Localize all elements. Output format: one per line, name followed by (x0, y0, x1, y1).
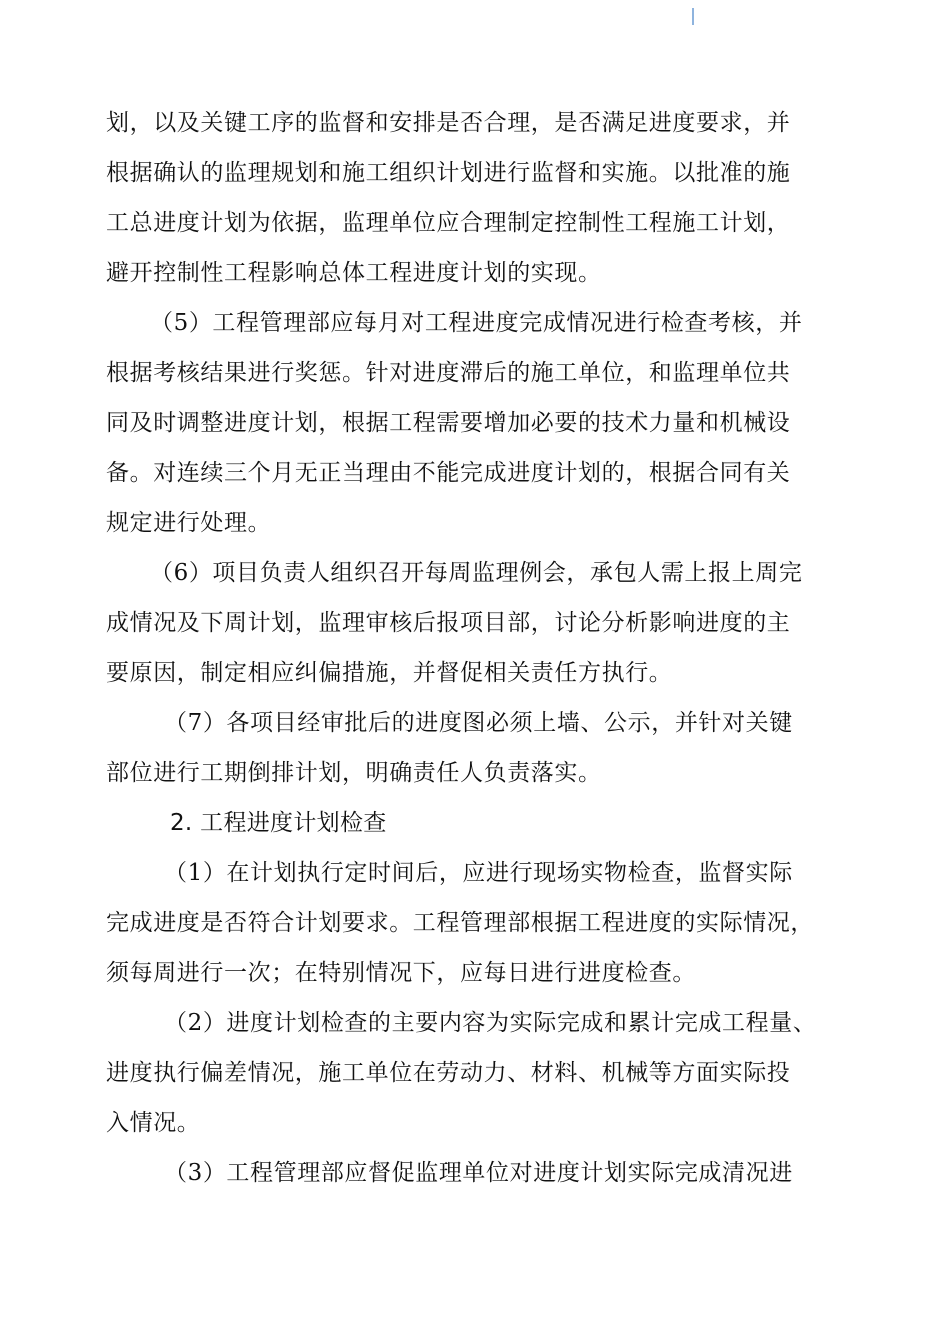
text-line: 须每周进行一次；在特别情况下，应每日进行进度检查。 (106, 960, 696, 986)
text-line: 要原因，制定相应纠偏措施，并督促相关责任方执行。 (106, 660, 673, 686)
text-line: 部位进行工期倒排计划，明确责任人负责落实。 (106, 760, 602, 786)
text-line: 备。对连续三个月无正当理由不能完成进度计划的，根据合同有关 (106, 460, 791, 486)
paragraph-7-first-line: （7）各项目经审批后的进度图必须上墙、公示，并针对关键 (164, 710, 793, 736)
text-line: 入情况。 (106, 1110, 201, 1136)
paragraph-3-first-line: （3）工程管理部应督促监理单位对进度计划实际完成清况进 (164, 1160, 793, 1186)
paragraph-5-first-line: （5）工程管理部应每月对工程进度完成情况进行检查考核，并 (150, 310, 803, 336)
paragraph-6-first-line: （6）项目负责人组织召开每周监理例会，承包人需上报上周完 (150, 560, 803, 586)
text-line: 根据确认的监理规划和施工组织计划进行监督和实施。以批准的施 (106, 160, 791, 186)
header-divider-mark (692, 8, 694, 25)
paragraph-1-first-line: （1）在计划执行定时间后，应进行现场实物检查，监督实际 (164, 860, 793, 886)
text-line: 避开控制性工程影响总体工程进度计划的实现。 (106, 260, 602, 286)
text-line: 同及时调整进度计划，根据工程需要增加必要的技术力量和机械设 (106, 410, 791, 436)
text-line: 根据考核结果进行奖惩。针对进度滞后的施工单位，和监理单位共 (106, 360, 791, 386)
section-heading: 2. 工程进度计划检查 (170, 810, 387, 836)
paragraph-2-first-line: （2）进度计划检查的主要内容为实际完成和累计完成工程量、 (164, 1010, 817, 1036)
text-line: 规定进行处理。 (106, 510, 272, 536)
text-line: 成情况及下周计划，监理审核后报项目部，讨论分析影响进度的主 (106, 610, 791, 636)
text-line: 完成进度是否符合计划要求。工程管理部根据工程进度的实际情况， (106, 910, 814, 936)
text-line: 工总进度计划为依据，监理单位应合理制定控制性工程施工计划， (106, 210, 791, 236)
text-line: 进度执行偏差情况，施工单位在劳动力、材料、机械等方面实际投 (106, 1060, 791, 1086)
text-line: 划，以及关键工序的监督和安排是否合理，是否满足进度要求，并 (106, 110, 791, 136)
